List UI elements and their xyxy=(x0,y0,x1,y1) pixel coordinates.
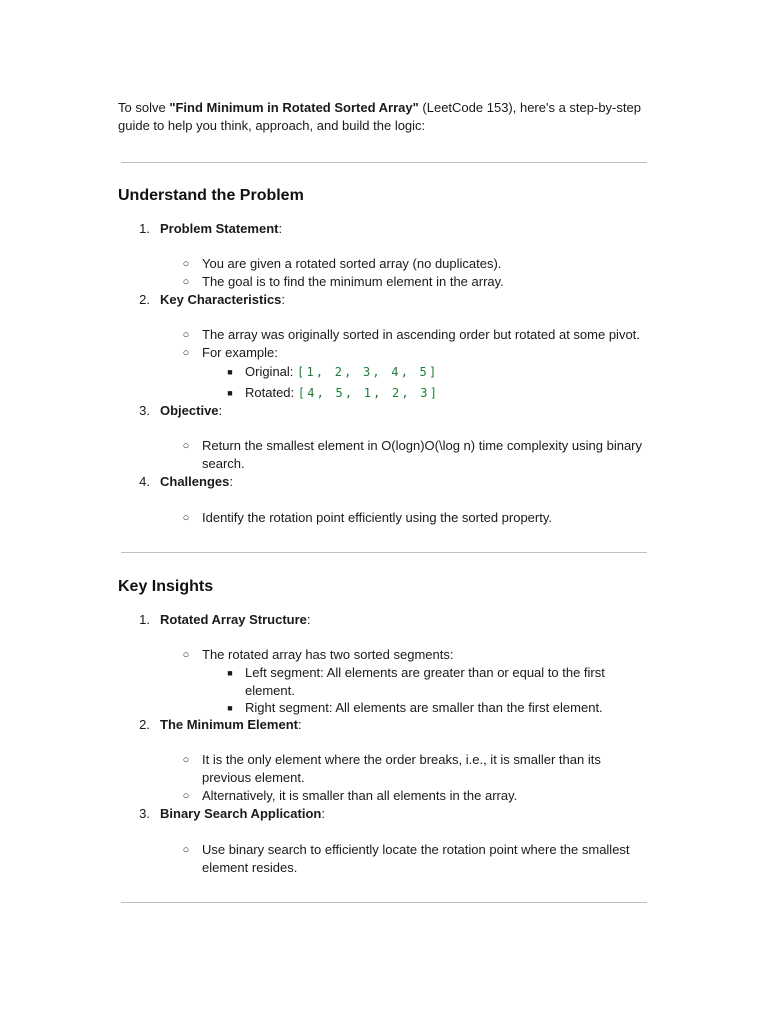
label-colon: : xyxy=(281,292,286,307)
sub-list-item xyxy=(245,384,439,402)
section-heading-understand: Understand the Problem xyxy=(118,187,304,204)
list-number: 4. xyxy=(139,474,150,489)
key-characteristics-label: Key Characteristics xyxy=(160,292,282,307)
list-item-label xyxy=(160,473,233,491)
list-item-continuation: element resides. xyxy=(202,860,298,875)
square-bullet-icon: ■ xyxy=(227,367,233,377)
sub-list-item: Right segment: All elements are smaller than the first element. xyxy=(245,700,603,715)
label-colon: : xyxy=(218,403,223,418)
divider-2 xyxy=(121,552,647,553)
intro-problem-title: "Find Minimum in Rotated Sorted Array" xyxy=(169,100,419,115)
circle-bullet-icon: ○ xyxy=(182,790,190,802)
list-item: The array was originally sorted in ascending order but rotated at some pivot. xyxy=(202,327,640,342)
rotated-label: Rotated: xyxy=(245,385,298,400)
list-number: 3. xyxy=(139,806,150,821)
list-item: Use binary search to efficiently locate the rotation point where the smallest xyxy=(202,842,630,857)
list-item: The rotated array has two sorted segments: xyxy=(202,647,454,662)
square-bullet-icon: ■ xyxy=(227,388,233,398)
list-item: It is the only element where the order breaks, i.e., it is smaller than its xyxy=(202,752,601,767)
circle-bullet-icon: ○ xyxy=(182,512,190,524)
intro-line-2: guide to help you think, approach, and build the logic: xyxy=(118,118,426,133)
list-item: The goal is to find the minimum element in the array. xyxy=(202,274,504,289)
section-heading-insights: Key Insights xyxy=(118,578,214,595)
sub-list-item: Left segment: All elements are greater than or equal to the first xyxy=(245,665,605,680)
label-colon: : xyxy=(297,717,302,732)
circle-bullet-icon: ○ xyxy=(182,329,190,341)
list-item-continuation: search. xyxy=(202,456,245,471)
list-number: 1. xyxy=(139,221,150,236)
list-item-continuation: previous element. xyxy=(202,770,305,785)
list-item: You are given a rotated sorted array (no duplicates). xyxy=(202,256,502,271)
list-number: 3. xyxy=(139,403,150,418)
rotated-array-structure-label: Rotated Array Structure xyxy=(160,612,307,627)
intro-paragraph xyxy=(118,99,658,135)
list-item-label xyxy=(160,716,302,734)
circle-bullet-icon: ○ xyxy=(182,440,190,452)
minimum-element-label: The Minimum Element xyxy=(160,717,298,732)
circle-bullet-icon: ○ xyxy=(182,649,190,661)
sub-list-item-continuation: element. xyxy=(245,683,295,698)
circle-bullet-icon: ○ xyxy=(182,754,190,766)
list-item: For example: xyxy=(202,345,278,360)
list-item-label xyxy=(160,402,222,420)
original-label: Original: xyxy=(245,364,298,379)
list-item: Identify the rotation point efficiently using the sorted property. xyxy=(202,510,553,525)
label-colon: : xyxy=(229,474,233,489)
list-item-label xyxy=(160,291,285,309)
binary-search-application-label: Binary Search Application xyxy=(160,806,322,821)
label-colon: : xyxy=(306,612,311,627)
label-colon: : xyxy=(278,221,283,236)
circle-bullet-icon: ○ xyxy=(182,276,190,288)
circle-bullet-icon: ○ xyxy=(182,258,190,270)
challenges-label: Challenges xyxy=(160,474,230,489)
original-array-code: [1, 2, 3, 4, 5] xyxy=(297,365,439,379)
list-item-label xyxy=(160,805,325,823)
divider-1 xyxy=(121,162,647,163)
list-item: Return the smallest element in O(logn)O(\log n) time complexity using binary xyxy=(202,438,643,453)
list-item-label xyxy=(160,220,282,238)
sub-list-item xyxy=(245,363,438,381)
divider-3 xyxy=(121,902,647,903)
intro-prefix: To solve xyxy=(118,100,170,115)
list-number: 2. xyxy=(139,717,150,732)
objective-label: Objective xyxy=(160,403,219,418)
list-number: 2. xyxy=(139,292,150,307)
square-bullet-icon: ■ xyxy=(227,668,233,678)
intro-suffix: (LeetCode 153), here's a step-by-step xyxy=(418,100,641,115)
label-colon: : xyxy=(321,806,325,821)
list-number: 1. xyxy=(139,612,150,627)
list-item: Alternatively, it is smaller than all elements in the array. xyxy=(202,788,518,803)
square-bullet-icon: ■ xyxy=(227,703,233,713)
problem-statement-label: Problem Statement xyxy=(160,221,279,236)
circle-bullet-icon: ○ xyxy=(182,347,190,359)
rotated-array-code: [4, 5, 1, 2, 3] xyxy=(297,386,440,400)
list-item-label xyxy=(160,611,311,629)
circle-bullet-icon: ○ xyxy=(182,844,190,856)
